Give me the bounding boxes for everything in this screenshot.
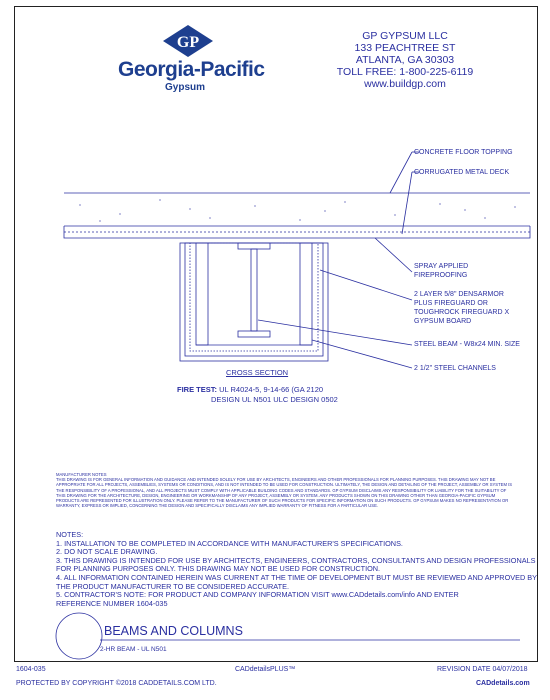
note-item: 4. ALL INFORMATION CONTAINED HEREIN WAS CURRENT AT THE TIME OF DEVELOPMENT BUT MUST BE REVIEWED AND APPROVED BY	[56, 572, 538, 582]
fire-test-line-1: UL R4024-5, 9-14-66 (GA 2120	[219, 385, 324, 394]
logo-mark-text: GP	[176, 34, 200, 51]
note-item: 2. DO NOT SCALE DRAWING.	[56, 547, 158, 557]
callout-spray-line-1: SPRAY APPLIED	[414, 263, 469, 270]
company-name: GP GYPSUM LLC	[362, 30, 448, 42]
callout-board-line-2: PLUS FIREGUARD OR	[414, 300, 488, 307]
note-item: FOR PLANNING PURPOSES ONLY. THIS DRAWING MAY NOT BE USED FOR CONSTRUCTION.	[56, 564, 381, 574]
gypsum-board-inner	[185, 243, 323, 356]
callout-gypsum-board	[414, 290, 509, 326]
callout-board-line-1: 2 LAYER 5/8" DENSARMOR	[414, 291, 504, 298]
footer-reference-number: 1604-035	[16, 666, 46, 673]
beam-web	[251, 249, 257, 331]
steel-channel-right	[300, 243, 312, 345]
footer-caddetails-link[interactable]: CADdetails.com	[476, 680, 530, 687]
steel-channel-left	[196, 243, 208, 345]
title-block-circle	[56, 613, 102, 659]
footer-copyright: PROTECTED BY COPYRIGHT ©2018 CADDETAILS.COM LTD.	[16, 680, 217, 687]
manufacturer-notes-body: THIS DRAWING IS FOR GENERAL INFORMATION AND GUIDANCE AND INTENDED SOLELY FOR USE BY ARCHITECTS, ENGINEERS AND OTHER PROFESSIONALS FOR PLANNING PURPOSES. THIS DRAWING MAY NOT BE APPROPRIATE FOR ALL PROJECTS, ASSEMBLIES, SYSTEMS OR CONDITIONS, AND IS NOT INTENDED TO BE USED FOR CONSTRUCTION. ULTIMATELY, THE DESIGN AND DETAILING OF THE PROJECT, ASSEMBLY OR SYSTEM IS THE RESPONSIBILITY OF A PROFESSIONAL, AND ALL PROJECTS MUST COMPLY WITH APPLICABLE BUILDING CODES AND STANDARDS. GP GYPSUM DISCLAIMS ANY RESPONSIBILITY OR LIABILITY FOR THE SUITABILITY OF THIS DRAWING FOR THE ARCHITECTURE, DESIGN, ENGINEERING OR WORKMANSHIP OF ANY PROJECT, ASSEMBLY OR SYSTEM. ANY PRODUCTS SHOWN ON THIS DRAWING OTHER THAN GEORGIA-PACIFIC GYPSUM PRODUCTS ARE REPRESENTED FOR ILLUSTRATION ONLY. PLEASE REFER TO THE MANUFACTURER OF SUCH PRODUCTS FOR SPECIFIC INFORMATION ON SUCH PRODUCTS. GP GYPSUM MAKES NO REPRESENTATION OR WARRANTY, EXPRESS OR IMPLIED, CONCERNING THE DESIGN AND SPECIFICALLY DISCLAIMS ANY IMPLIED WARRANTY OF FITNESS FOR A PARTICULAR USE.	[56, 477, 513, 509]
manufacturer-notes-heading: MANUFACTURER NOTES	[56, 472, 107, 477]
logo-subtitle: Gypsum	[165, 82, 206, 93]
footer-revision-date: REVISION DATE 04/07/2018	[437, 666, 528, 673]
manufacturer-notes	[56, 472, 516, 508]
fire-test-line-2: DESIGN UL N501 ULC DESIGN 0502	[211, 395, 338, 404]
fire-test-info	[177, 385, 338, 405]
notes-heading: NOTES:	[56, 530, 84, 539]
steel-channel-frame	[190, 243, 318, 351]
callout-board-line-3: TOUGHROCK FIREGUARD X	[414, 309, 510, 316]
sheet-subtitle: 2-HR BEAM - UL N501	[100, 646, 167, 653]
gypsum-board-outer	[180, 243, 328, 361]
callout-spray-fireproofing	[414, 262, 468, 280]
callout-metal-deck: CORRUGATED METAL DECK	[414, 169, 510, 176]
company-city: ATLANTA, GA 30303	[355, 54, 455, 66]
logo-wordmark: Georgia-Pacific	[118, 58, 265, 81]
beam-bottom-flange	[238, 331, 270, 337]
footer-caddetails-plus: CADdetailsPLUS™	[235, 666, 296, 673]
cross-section-title: CROSS SECTION	[226, 368, 289, 377]
callout-steel-beam: STEEL BEAM - W8x24 MIN. SIZE	[414, 341, 520, 348]
company-phone: TOLL FREE: 1-800-225-6119	[336, 66, 474, 78]
company-street: 133 PEACHTREE ST	[354, 42, 456, 54]
sheet-title: BEAMS AND COLUMNS	[104, 624, 243, 638]
callout-steel-channels: 2 1/2" STEEL CHANNELS	[414, 365, 496, 372]
callout-concrete-topping: CONCRETE FLOOR TOPPING	[414, 149, 513, 156]
beam-top-flange	[238, 243, 270, 249]
note-item: 3. THIS DRAWING IS INTENDED FOR USE BY ARCHITECTS, ENGINEERS, CONTRACTORS, CONSULTANTS AND DESIGN PROFESSIONALS	[56, 555, 536, 565]
general-notes	[56, 530, 538, 608]
callout-spray-line-2: FIREPROOFING	[414, 272, 468, 279]
note-item: THE PRODUCT MANUFACTURER TO BE CONSIDERED ACCURATE.	[56, 581, 289, 591]
fire-test-label: FIRE TEST:	[177, 385, 218, 394]
company-website[interactable]: www.buildgp.com	[364, 78, 446, 90]
note-item: 1. INSTALLATION TO BE COMPLETED IN ACCORDANCE WITH MANUFACTURER'S SPECIFICATIONS.	[56, 538, 403, 548]
callout-board-line-4: GYPSUM BOARD	[414, 318, 472, 325]
note-item: REFERENCE NUMBER 1604-035	[56, 598, 168, 608]
note-item: 5. CONTRACTOR'S NOTE: FOR PRODUCT AND COMPANY INFORMATION VISIT www.CADdetails.com/info AND ENTER	[56, 590, 459, 600]
